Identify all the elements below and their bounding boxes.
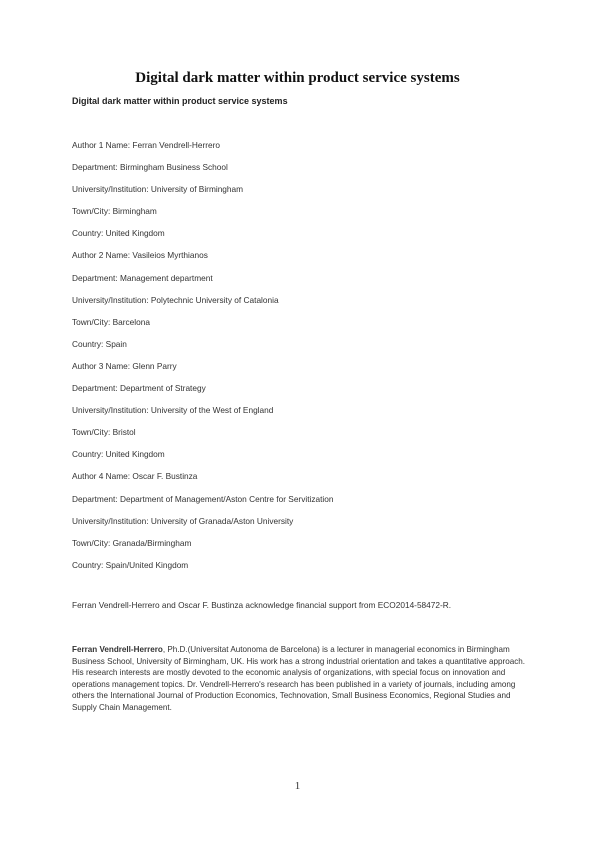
subtitle: Digital dark matter within product service systems	[72, 96, 288, 106]
author-4-name: Author 4 Name: Oscar F. Bustinza	[72, 471, 198, 482]
author-details	[72, 139, 532, 581]
author-4-department: Department: Department of Management/Aston Centre for Servitization	[72, 493, 334, 504]
author-bio	[72, 644, 527, 714]
author-1-department: Department: Birmingham Business School	[72, 162, 228, 173]
author-3-department: Department: Department of Strategy	[72, 383, 206, 394]
page-number: 1	[294, 780, 301, 792]
acknowledgement: Ferran Vendrell-Herrero and Oscar F. Bustinza acknowledge financial support from ECO2014-58472-R.	[72, 600, 452, 610]
bio-text: , Ph.D.(Universitat Autonoma de Barcelona) is a lecturer in managerial economics in Birmingham Business School, University of Birmingham, UK. His work has a strong industrial orientation and takes a quantitative approach. His research interests are mostly devoted to the economic analysis of organizations, with special focus on innovation and operations management topics. Dr. Vendrell-Herrero's research has been published in a variety of journals, including among others the International Journal of Production Economics, Technovation, Small Business Economics, Regional Studies and Supply Chain Management.	[72, 645, 526, 712]
author-2-name: Author 2 Name: Vasileios Myrthianos	[72, 250, 208, 261]
author-1-town: Town/City: Birmingham	[72, 206, 157, 217]
bio-author-name: Ferran Vendrell-Herrero	[72, 645, 163, 654]
author-1-country: Country: United Kingdom	[72, 228, 165, 239]
author-4-institution: University/Institution: University of Granada/Aston University	[72, 515, 294, 526]
author-4-country: Country: Spain/United Kingdom	[72, 559, 189, 570]
author-3-institution: University/Institution: University of the West of England	[72, 405, 274, 416]
author-4-town: Town/City: Granada/Birmingham	[72, 537, 192, 548]
author-2-institution: University/Institution: Polytechnic University of Catalonia	[72, 294, 279, 305]
author-3-country: Country: United Kingdom	[72, 449, 165, 460]
author-3-town: Town/City: Bristol	[72, 427, 136, 438]
author-1-institution: University/Institution: University of Birmingham	[72, 184, 244, 195]
author-3-name: Author 3 Name: Glenn Parry	[72, 360, 177, 371]
author-1-name: Author 1 Name: Ferran Vendrell-Herrero	[72, 140, 221, 150]
author-2-department: Department: Management department	[72, 272, 213, 283]
author-2-country: Country: Spain	[72, 338, 127, 349]
page-title: Digital dark matter within product service systems	[135, 70, 460, 86]
author-2-town: Town/City: Barcelona	[72, 316, 150, 327]
